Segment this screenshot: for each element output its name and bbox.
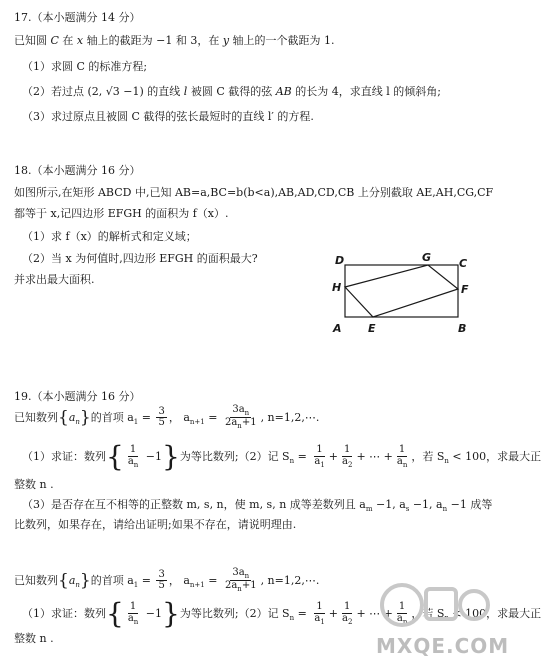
p19-stem: 已知数列$\{a_n\}$的首项 $a_1$ = $\frac{3}{5}$ ， $a_{n+1}$ = $\frac{3a_n}{2a_n+1}$ , n=1,2,⋯. [14, 404, 320, 431]
label-d: D [335, 254, 345, 267]
label-b: B [458, 322, 467, 335]
p17-stem: 已知圆 C 在 x 轴上的截距为 −1 和 3，在 y 轴上的一个截距为 1. [14, 34, 335, 47]
fraction-recurrence: $\frac{3a_n}{2a_n+1}$ [224, 404, 257, 431]
p19-q3: （3）是否存在互不相等的正整数 m, s, n，使 m, s, n 成等差数列且 $a_m -1$, $a_s -1$, $a_n -1$ 成等 [22, 498, 493, 514]
p18-header: 18.（本小题满分 16 分） [14, 164, 141, 177]
p18-stem-line2: 都等于 x,记四边形 EFGH 的面积为 f（x）. [14, 207, 229, 220]
p18-q1: （1）求 f（x）的解析式和定义域； [22, 230, 197, 243]
p18-q2-continued: 并求出最大面积. [14, 273, 95, 286]
p18-q2: （2）当 x 为何值时,四边形 EFGH 的面积最大? [22, 252, 258, 265]
p17-q1: （1）求圆 C 的标准方程; [22, 60, 148, 73]
p19-header: 19.（本小题满分 16 分） [14, 390, 141, 403]
p17-q2: （2）若过点 (2, √3 −1) 的直线 l 被圆 C 截得的弦 AB 的长为 4，求直线 l 的倾斜角; [22, 85, 441, 98]
label-c: C [459, 257, 468, 270]
p19-q1-q2-repeat: （1）求证：数列{ $\frac{1}{a_n}$ −1}为等比数列;（2）记 $S_n$ = $\frac{1}{a_1}$ + $\frac{1}{a_2}$ + ⋯ + $\frac{1}{a_n}$ ，若 $S_n < 100$，求最大正 [22, 597, 541, 630]
fraction-three-fifths: $\frac{3}{5}$ [158, 405, 165, 429]
p19-q1-end: 整数 n . [14, 478, 54, 491]
watermark-text: MXQE.COM [376, 634, 510, 658]
p19-q3-line2: 比数列，如果存在，请给出证明;如果不存在，请说明理由. [14, 518, 297, 531]
p19-stem-repeat: 已知数列$\{a_n\}$的首项 $a_1$ = $\frac{3}{5}$ ， $a_{n+1}$ = $\frac{3a_n}{2a_n+1}$ , n=1,2,⋯. [14, 567, 320, 594]
label-h: H [332, 281, 342, 294]
label-a: A [333, 322, 342, 335]
label-g: G [422, 251, 432, 264]
label-e: E [368, 322, 376, 335]
p18-stem-line1: 如图所示,在矩形 ABCD 中,已知 AB=a,BC=b(b<a),AB,AD,CD,CB 上分别截取 AE,AH,CG,CF [14, 186, 494, 199]
rectangle-efgh-diagram [330, 253, 480, 335]
p17-header: 17.（本小题满分 14 分） [14, 11, 141, 24]
p19-q1-q2: （1）求证：数列{ $\frac{1}{a_n}$ −1}为等比数列;（2）记 $S_n$ = $\frac{1}{a_1}$ + $\frac{1}{a_2}$ + ⋯ + $\frac{1}{a_n}$ ，若 $S_n < 100$，求最大正 [22, 440, 541, 473]
p19-q1-end-repeat: 整数 n . [14, 632, 54, 645]
label-f: F [461, 283, 469, 296]
p17-q3: （3）求过原点且被圆 C 截得的弦长最短时的直线 l′ 的方程. [22, 110, 314, 123]
quadrilateral-efgh [345, 265, 458, 317]
rectangle-abcd [345, 265, 458, 317]
